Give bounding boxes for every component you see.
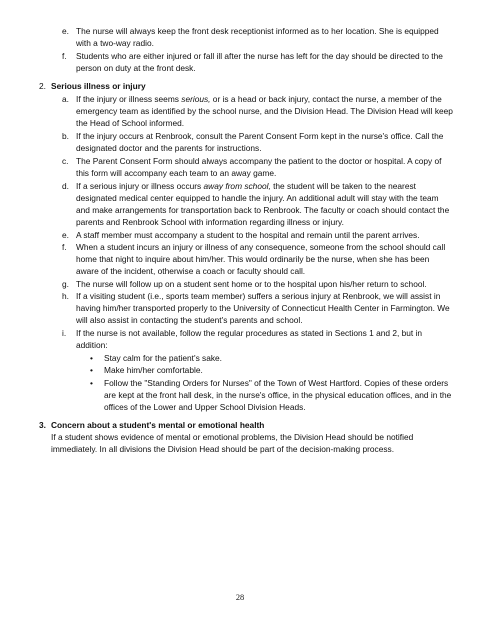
item-marker: a. xyxy=(62,94,69,104)
item-marker: f. xyxy=(62,242,67,252)
item-text: The nurse will follow up on a student sent home or to the hospital upon his/her return to school. xyxy=(76,279,427,289)
section-2-heading xyxy=(39,81,439,93)
emphasis: away from school, xyxy=(203,181,271,191)
item-text: If a serious injury or illness occurs away from school, the student will be taken to the nearest designated medical center equipped to handle the injury. An additional adult will stay with the team and make arrangements for transportation back to Renbrook. The faculty or coach should contact the parents and Renbrook School with information regarding illness or injury. xyxy=(76,181,450,227)
bullet-text: Follow the "Standing Orders for Nurses" of the Town of West Hartford. Copies of these orders are kept at the front hall desk, in the nurse's office, in the physical education offices, and in the offices of the Lower and Upper School Division Heads. xyxy=(104,378,452,412)
item-marker: b. xyxy=(62,131,69,141)
item-marker: f. xyxy=(62,51,67,61)
list-item-f xyxy=(62,51,452,75)
list-item-g xyxy=(62,279,454,291)
bullet-icon: • xyxy=(90,353,93,363)
emphasis: serious, xyxy=(181,94,211,104)
bullet-icon: • xyxy=(90,365,93,375)
item-marker: e. xyxy=(62,230,69,240)
section-3-body xyxy=(51,432,456,456)
bullet-item xyxy=(90,378,452,414)
section-number: 3. xyxy=(39,420,46,430)
list-item-h xyxy=(62,291,454,327)
item-text: Students who are either injured or fall ill after the nurse has left for the day should be directed to the person on duty at the front desk. xyxy=(76,51,443,73)
page-number: 28 xyxy=(235,593,245,602)
list-item-f2 xyxy=(62,242,454,278)
item-marker: c. xyxy=(62,156,69,166)
item-marker: e. xyxy=(62,26,69,36)
bullet-text: Stay calm for the patient's sake. xyxy=(104,353,222,363)
list-item-c xyxy=(62,156,454,180)
item-marker: g. xyxy=(62,279,69,289)
item-text: If the injury or illness seems serious, or is a head or back injury, contact the nurse, a member of the emergency team as identified by the school nurse, and the Division Head. The Division Head will keep the Head of School informed. xyxy=(76,94,453,128)
list-item-e xyxy=(62,26,452,50)
item-text: If the injury occurs at Renbrook, consult the Parent Consent Form kept in the nurse's office. Call the designated doctor and the parents for instructions. xyxy=(76,131,444,153)
item-text: The Parent Consent Form should always accompany the patient to the doctor or hospital. A copy of this form will accompany each team to an away game. xyxy=(76,156,442,178)
section-3-heading xyxy=(39,420,459,432)
item-marker: h. xyxy=(62,291,69,301)
item-text: A staff member must accompany a student to the hospital and remain until the parent arrives. xyxy=(76,230,420,240)
section-title: Serious illness or injury xyxy=(51,81,146,91)
bullet-item xyxy=(90,365,452,377)
bullet-icon: • xyxy=(90,378,93,388)
item-marker: i. xyxy=(62,328,67,338)
list-item-b xyxy=(62,131,454,155)
section-number: 2. xyxy=(39,81,46,91)
section-title: Concern about a student's mental or emotional health xyxy=(51,420,265,430)
item-text: The nurse will always keep the front desk receptionist informed as to her location. She is equipped with a two-way radio. xyxy=(76,26,439,48)
item-marker: d. xyxy=(62,181,69,191)
bullet-text: Make him/her comfortable. xyxy=(104,365,203,375)
item-text: When a student incurs an injury or illness of any consequence, someone from the school should call home that night to inquire about him/her. This would ordinarily be the nurse, when she has been aware of the incident, otherwise a coach or faculty should call. xyxy=(76,242,446,276)
paragraph-text: If a student shows evidence of mental or emotional problems, the Division Head should be notified immediately. In all divisions the Division Head should be part of the decision-making process. xyxy=(51,432,414,454)
list-item-d xyxy=(62,181,454,229)
item-text: If a visiting student (i.e., sports team member) suffers a serious injury at Renbrook, we will assist in having him/her transported properly to the University of Connecticut Health Center in Farmington. We will also assist in contacting the student's parents and school. xyxy=(76,291,450,325)
list-item-i xyxy=(62,328,454,352)
list-item-a xyxy=(62,94,454,130)
bullet-item xyxy=(90,353,452,365)
list-item-e2 xyxy=(62,230,454,242)
item-text: If the nurse is not available, follow the regular procedures as stated in Sections 1 and 2, but in addition: xyxy=(76,328,423,350)
